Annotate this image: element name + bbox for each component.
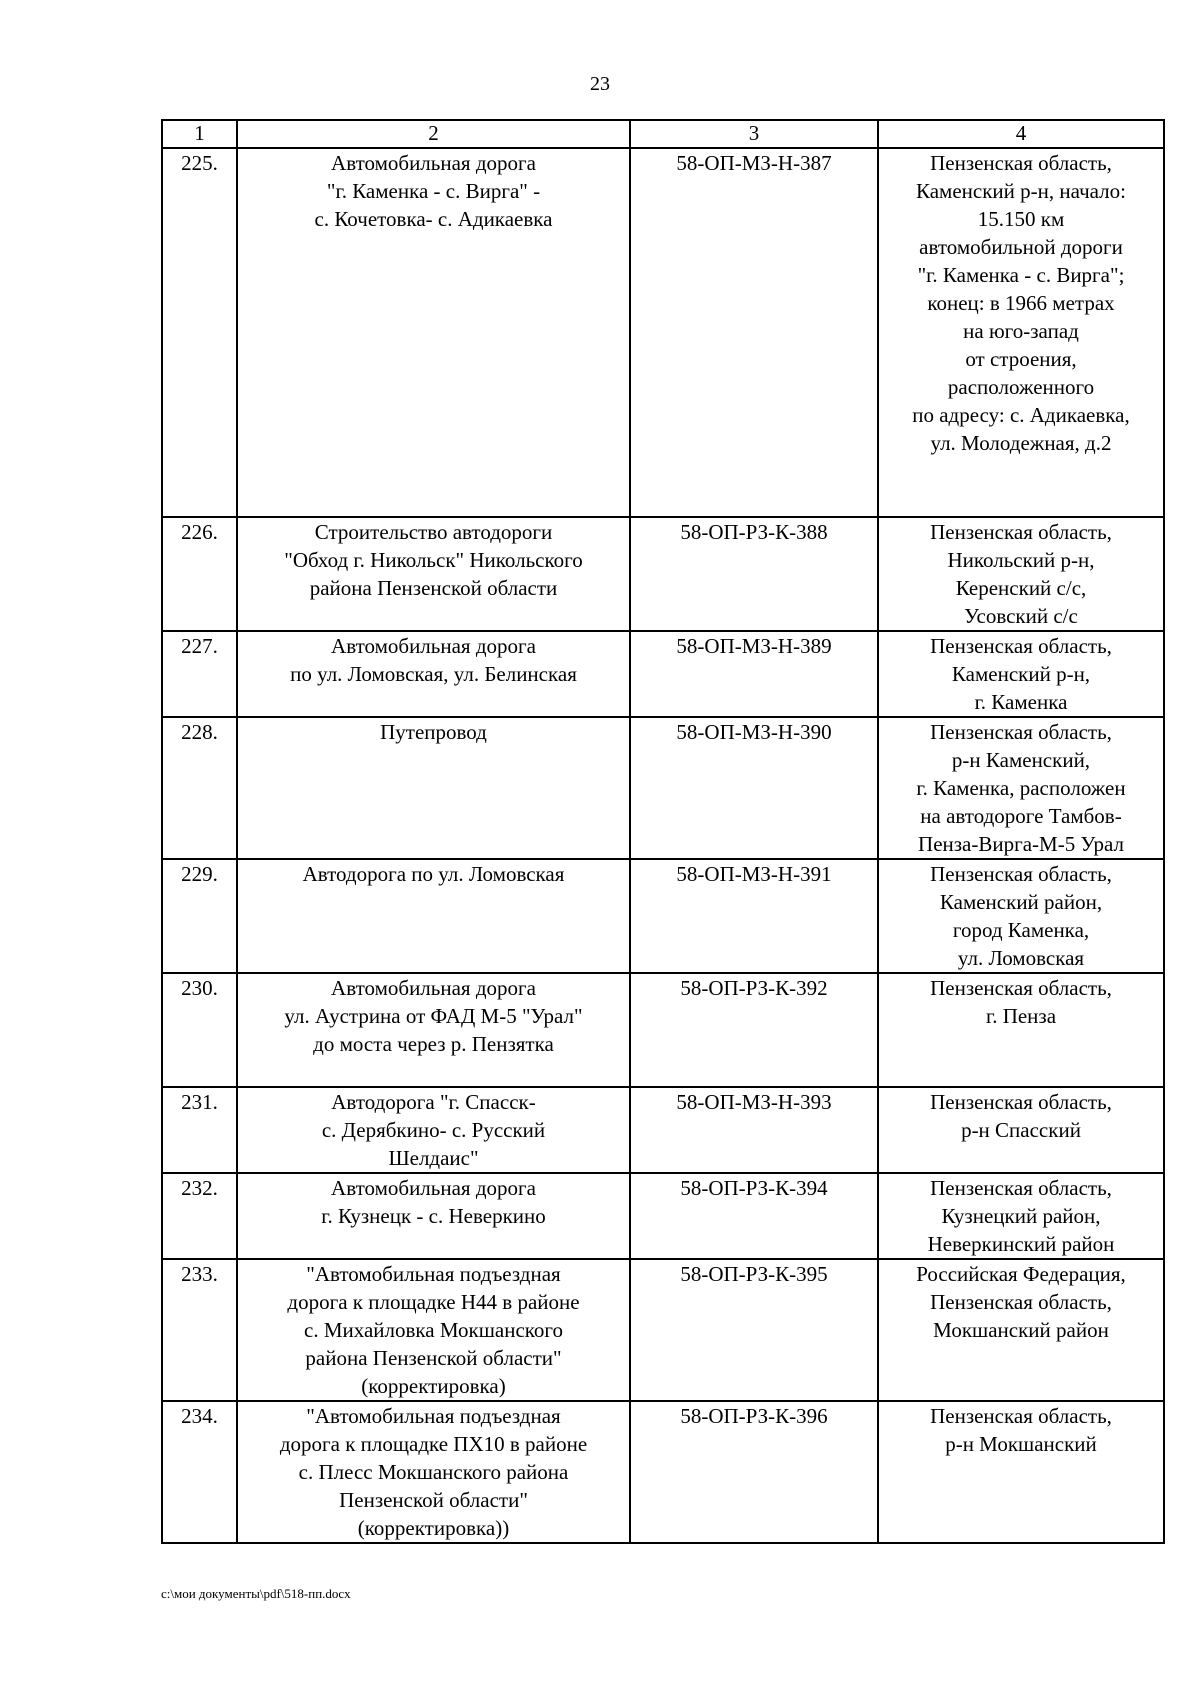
row-number: 232. xyxy=(162,1173,237,1259)
row-number: 234. xyxy=(162,1401,237,1543)
table-row xyxy=(162,973,1164,1087)
road-name: Автомобильная дорога по ул. Ломовская, ул. Белинская xyxy=(237,631,630,717)
table-row xyxy=(162,1087,1164,1173)
road-name: Строительство автодороги "Обход г. Никольск" Никольского района Пензенской области xyxy=(237,517,630,631)
road-name: Автодорога по ул. Ломовская xyxy=(237,859,630,973)
row-number: 225. xyxy=(162,148,237,517)
table-row xyxy=(162,148,1164,517)
road-code: 58-ОП-МЗ-Н-393 xyxy=(630,1087,878,1173)
road-code: 58-ОП-РЗ-К-392 xyxy=(630,973,878,1087)
road-code: 58-ОП-РЗ-К-396 xyxy=(630,1401,878,1543)
row-number: 233. xyxy=(162,1259,237,1401)
table-row xyxy=(162,517,1164,631)
road-location: Пензенская область, Каменский район, город Каменка, ул. Ломовская xyxy=(878,859,1164,973)
column-header-1: 1 xyxy=(162,120,237,148)
table-row xyxy=(162,1173,1164,1259)
road-name: Автодорога "г. Спасск- с. Дерябкино- с. Русский Шелдаис" xyxy=(237,1087,630,1173)
road-name: "Автомобильная подъездная дорога к площадке ПХ10 в районе с. Плесс Мокшанского района Пензенской области" (корректировка)) xyxy=(237,1401,630,1543)
row-number: 230. xyxy=(162,973,237,1087)
road-location: Пензенская область, р-н Спасский xyxy=(878,1087,1164,1173)
roads-registry-table xyxy=(161,119,1165,1544)
road-code: 58-ОП-МЗ-Н-387 xyxy=(630,148,878,517)
table-row xyxy=(162,1401,1164,1543)
road-code: 58-ОП-МЗ-Н-391 xyxy=(630,859,878,973)
road-location: Пензенская область, Каменский р-н, начало: 15.150 км автомобильной дороги "г. Каменка - с. Вирга"; конец: в 1966 метрах на юго-запад от строения, расположенного по адресу: с. Адикаевка, ул. Молодежная, д.2 xyxy=(878,148,1164,517)
road-location: Пензенская область, Кузнецкий район, Неверкинский район xyxy=(878,1173,1164,1259)
road-code: 58-ОП-РЗ-К-388 xyxy=(630,517,878,631)
road-code: 58-ОП-МЗ-Н-390 xyxy=(630,717,878,859)
road-location: Пензенская область, р-н Мокшанский xyxy=(878,1401,1164,1543)
road-location: Пензенская область, р-н Каменский, г. Каменка, расположен на автодороге Тамбов- Пенза-Вирга-М-5 Урал xyxy=(878,717,1164,859)
row-number: 226. xyxy=(162,517,237,631)
road-code: 58-ОП-РЗ-К-394 xyxy=(630,1173,878,1259)
table-row xyxy=(162,717,1164,859)
table-row xyxy=(162,859,1164,973)
road-name: Автомобильная дорога "г. Каменка - с. Вирга" - с. Кочетовка- с. Адикаевка xyxy=(237,148,630,517)
road-location: Пензенская область, Каменский р-н, г. Каменка xyxy=(878,631,1164,717)
road-location: Пензенская область, Никольский р-н, Керенский с/с, Усовский с/с xyxy=(878,517,1164,631)
road-name: Путепровод xyxy=(237,717,630,859)
table-row xyxy=(162,631,1164,717)
road-code: 58-ОП-МЗ-Н-389 xyxy=(630,631,878,717)
row-number: 227. xyxy=(162,631,237,717)
row-number: 228. xyxy=(162,717,237,859)
row-number: 231. xyxy=(162,1087,237,1173)
road-name: Автомобильная дорога г. Кузнецк - с. Неверкино xyxy=(237,1173,630,1259)
road-name: "Автомобильная подъездная дорога к площадке Н44 в районе с. Михайловка Мокшанского района Пензенской области" (корректировка) xyxy=(237,1259,630,1401)
table-row xyxy=(162,1259,1164,1401)
road-location: Пензенская область, г. Пенза xyxy=(878,973,1164,1087)
table-header-row xyxy=(162,120,1164,148)
column-header-2: 2 xyxy=(237,120,630,148)
road-location: Российская Федерация, Пензенская область, Мокшанский район xyxy=(878,1259,1164,1401)
column-header-4: 4 xyxy=(878,120,1164,148)
column-header-3: 3 xyxy=(630,120,878,148)
footer-file-path: c:\мои документы\pdf\518-пп.docx xyxy=(161,1586,351,1601)
page-number: 23 xyxy=(590,73,610,95)
road-code: 58-ОП-РЗ-К-395 xyxy=(630,1259,878,1401)
road-name: Автомобильная дорога ул. Аустрина от ФАД М-5 "Урал" до моста через р. Пензятка xyxy=(237,973,630,1087)
row-number: 229. xyxy=(162,859,237,973)
